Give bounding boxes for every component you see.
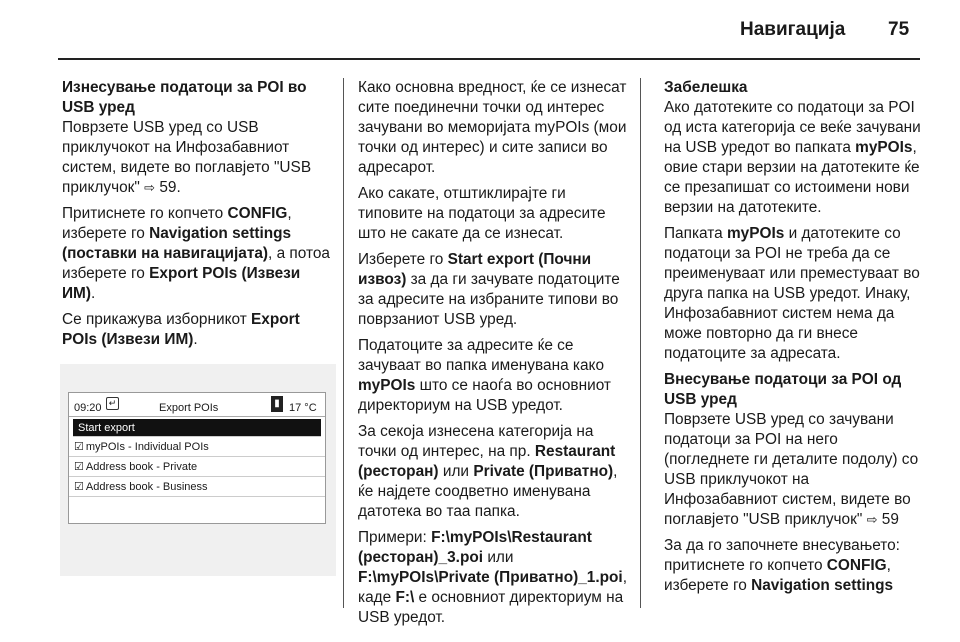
checkbox-checked-icon[interactable]: ☑ — [74, 481, 84, 493]
column-divider-2 — [640, 78, 641, 608]
note-heading: Забелешка — [664, 79, 748, 96]
paragraph: Се прикажува изборникот Export POIs (Извези ИМ). — [62, 311, 300, 348]
page-ref-arrow-icon: ⇨ — [144, 180, 156, 195]
note-paragraph: Ако датотеките со податоци за POI од иста категорија се веќе зачувани на USB уредот во папката myPOIs, овие стари верзии на датотеките ќе се презапишат со истоимени нови верзии на датотеките. — [664, 99, 921, 216]
paragraph: За секоја изнесена категорија на точки од интерес, на пр. Restaurant (ресторан) или Private (Приватно), ќе најдете соодветно именувана датотека во таа папка. — [358, 423, 618, 520]
column-1 — [62, 78, 334, 576]
page-number: 75 — [888, 19, 910, 40]
note-paragraph: Папката myPOIs и датотеките со податоци за POI не треба да се преименуваат или преместуваат во друга папка на USB уредот. Инаку, Инфозабавниот систем нема да може повторно да ги внесе податоците за адресата. — [664, 225, 920, 362]
menu-item-address-business[interactable]: ☑ Address book - Business — [69, 477, 325, 497]
checkbox-checked-icon[interactable]: ☑ — [74, 461, 84, 473]
page-header — [0, 0, 960, 60]
section-heading-import: Внесување податоци за POI од USB уред — [664, 371, 902, 408]
paragraph: Изберете го Start export (Почни извоз) за да ги зачувате податоците за адресите на избраните типови во поврзаниот USB уред. — [358, 251, 620, 328]
paragraph: Поврзете USB уред со USB приклучокот на Инфозабавниот систем, видете во поглавјето "USB приклучок" ⇨ 59. — [62, 119, 312, 196]
screen-temperature: 17 °C — [289, 402, 317, 414]
column-2 — [358, 78, 634, 634]
menu-item-mypois[interactable]: ☑ myPOIs - Individual POIs — [69, 437, 325, 457]
screen-status-bar — [69, 393, 325, 417]
screen-time: 09:20 — [74, 402, 102, 414]
paragraph: Поврзете USB уред со зачувани податоци за POI на него (погледнете ги деталите подолу) со USB приклучокот на Инфозабавниот систем, видете во поглавјето "USB приклучок" ⇨ 59 — [664, 411, 919, 528]
screenshot-figure — [60, 364, 336, 576]
paragraph: Примери: F:\myPOIs\Restaurant (ресторан)_3.poi или F:\myPOIs\Private (Приватно)_1.poi, каде F:\ е основниот директориум на USB уредот. — [358, 529, 627, 626]
paragraph: Податоците за адресите ќе се зачуваат во папка именувана како myPOIs што се наоѓа во основниот директориум на USB уредот. — [358, 337, 611, 414]
paragraph: Ако сакате, отштиклирајте ги типовите на податоци за адресите што не сакате да се изнесат. — [358, 185, 606, 242]
column-3 — [664, 78, 926, 602]
menu-item-address-private[interactable]: ☑ Address book - Private — [69, 457, 325, 477]
checkbox-checked-icon[interactable]: ☑ — [74, 441, 84, 453]
thermometer-icon: ▮ — [271, 396, 283, 412]
page-ref-arrow-icon: ⇨ — [866, 512, 878, 527]
section-heading-export: Изнесување податоци за POI во USB уред — [62, 79, 307, 116]
infotainment-screen — [68, 392, 326, 524]
back-icon[interactable]: ↵ — [106, 397, 119, 410]
paragraph: За да го започнете внесувањето: притиснете го копчето CONFIG, изберете го Navigation settings — [664, 537, 900, 594]
paragraph: Како основна вредност, ќе се изнесат сите поединечни точки од интерес зачувани во меморијата myPOIs (мои точки од интерес) и сите записи во адресарот. — [358, 79, 627, 176]
header-divider — [58, 58, 920, 60]
header-title: Навигација — [740, 19, 846, 40]
paragraph: Притиснете го копчето CONFIG, изберете го Navigation settings (поставки на навигацијата), а потоа изберете го Export POIs (Извези ИМ). — [62, 205, 330, 302]
menu-item-start-export[interactable]: Start export — [73, 419, 321, 437]
screen-title: Export POIs — [159, 402, 219, 414]
column-divider-1 — [343, 78, 344, 608]
